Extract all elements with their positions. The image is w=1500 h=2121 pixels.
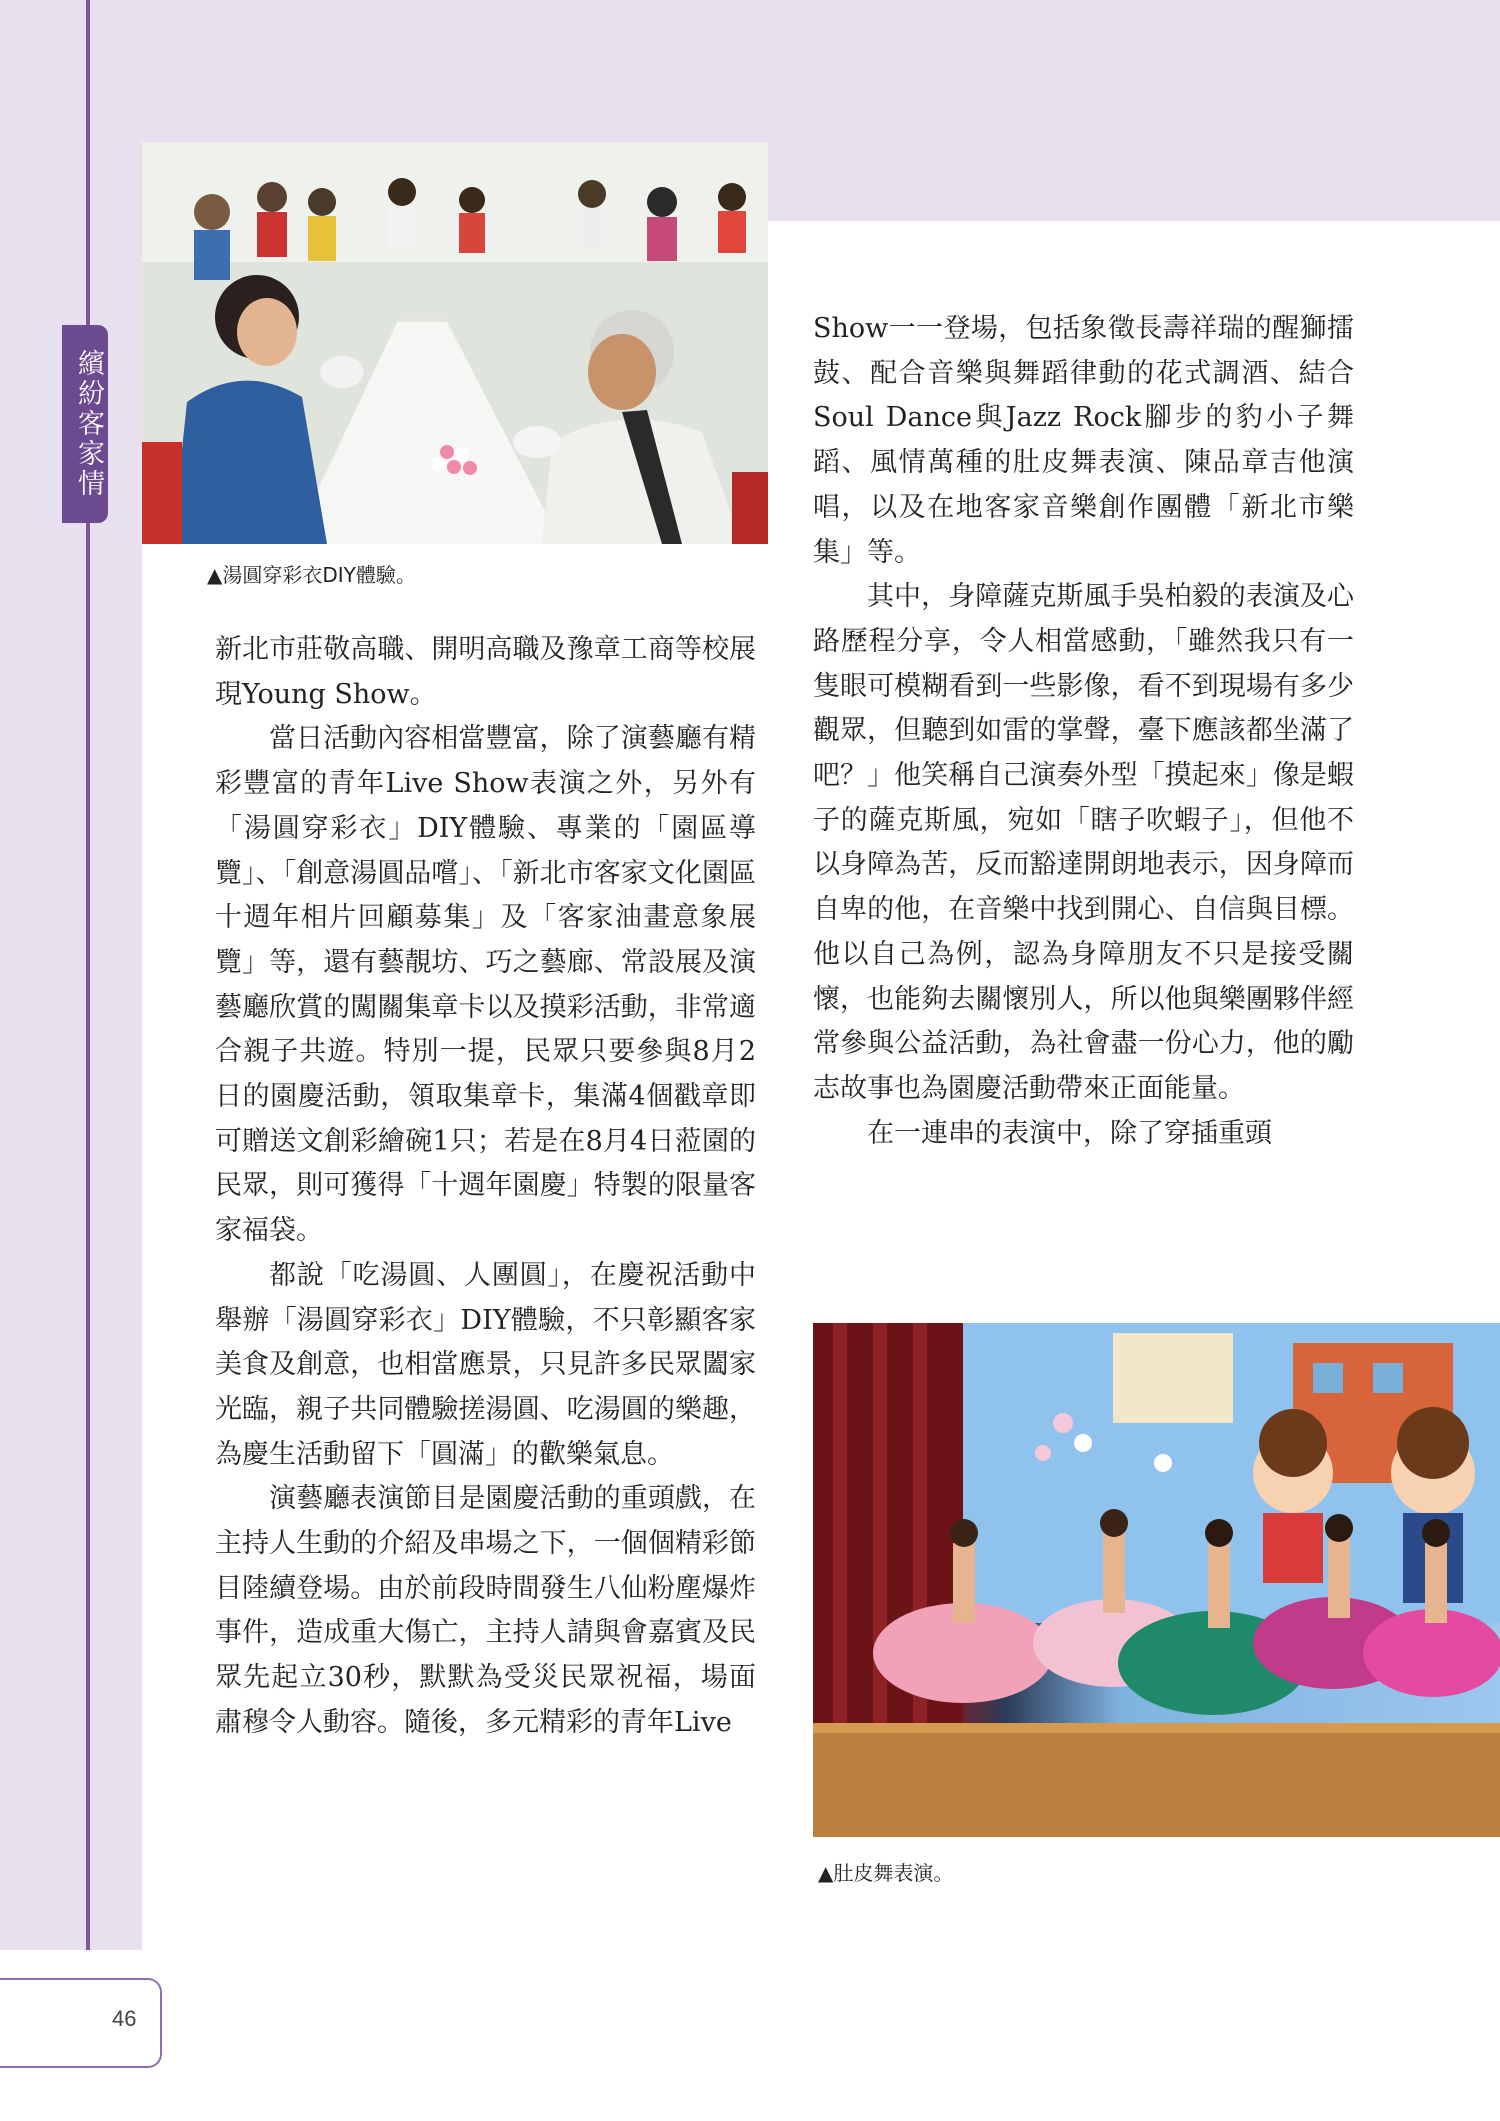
photo-belly-dance	[813, 1323, 1500, 1837]
photo-dumpling-diy-art	[142, 142, 768, 544]
paragraph: 在一連串的表演中，除了穿插重頭	[867, 1117, 1272, 1149]
photo-belly-dance-art	[813, 1323, 1500, 1837]
paragraph: 其中，身障薩克斯風手吳柏毅的表演及心路歷程分享，令人相當感動，「雖然我只有一隻眼可模糊看到一些影像，看不到現場有多少觀眾，但聽到如雷的掌聲，臺下應該都坐滿了吧？」他笑稱自己演奏外型「摸起來」像是蝦子的薩克斯風，宛如「瞎子吹蝦子」，但他不以身障為苦，反而豁達開朗地表示，因身障而自卑的他，在音樂中找到開心、自信與目標。他以自己為例，認為身障朋友不只是接受關懷，也能夠去關懷別人，所以他與樂團夥伴經常參與公益活動，為社會盡一份心力，他的勵志故事也為園慶活動帶來正面能量。	[813, 581, 1354, 1104]
photo-caption-bottom: ▲肚皮舞表演。	[818, 1861, 954, 1885]
page-number: 46	[112, 2006, 137, 2031]
margin-rule	[86, 0, 90, 1950]
paragraph: 新北市莊敬高職、開明高職及豫章工商等校展現Young Show。	[215, 634, 756, 710]
paragraph: 演藝廳表演節目是園慶活動的重頭戲，在主持人生動的介紹及串場之下，一個個精彩節目陸續登場。由於前段時間發生八仙粉塵爆炸事件，造成重大傷亡，主持人請與會嘉賓及民眾先起立30秒，默默為受災民眾祝福，場面肅穆令人動容。隨後，多元精彩的青年Live	[215, 1483, 756, 1738]
paragraph: 當日活動內容相當豐富，除了演藝廳有精彩豐富的青年Live Show表演之外，另外有「湯圓穿彩衣」DIY體驗、專業的「園區導覽」、「創意湯圓品嚐」、「新北市客家文化園區十週年相片回顧募集」及「客家油畫意象展覽」等，還有藝靚坊、巧之藝廊、常設展及演藝廳欣賞的闖關集章卡以及摸彩活動，非常適合親子共遊。特別一提，民眾只要參與8月2日的園慶活動，領取集章卡，集滿4個戳章即可贈送文創彩繪碗1只；若是在8月4日蒞園的民眾，則可獲得「十週年園慶」特製的限量客家福袋。	[215, 723, 756, 1247]
section-tab-label: 繽紛客家情	[73, 349, 104, 499]
body-column-left	[215, 628, 756, 1746]
section-tab	[62, 325, 108, 523]
paragraph: Show一一登場，包括象徵長壽祥瑞的醒獅擂鼓、配合音樂與舞蹈律動的花式調酒、結合Soul Dance與Jazz Rock腳步的豹小子舞蹈、風情萬種的肚皮舞表演、陳品章吉他演唱，以及在地客家音樂創作團體「新北市樂集」等。	[813, 313, 1354, 568]
photo-dumpling-diy	[142, 142, 768, 544]
body-column-right	[813, 307, 1354, 1156]
paragraph: 都說「吃湯圓、人團圓」，在慶祝活動中舉辦「湯圓穿彩衣」DIY體驗，不只彰顯客家美食及創意，也相當應景，只見許多民眾闔家光臨，親子共同體驗搓湯圓、吃湯圓的樂趣，為慶生活動留下「圓滿」的歡樂氣息。	[215, 1259, 756, 1470]
left-margin-band	[0, 0, 142, 1950]
page-number-frame	[0, 1978, 162, 2068]
photo-caption-top: ▲湯圓穿彩衣DIY體驗。	[207, 563, 416, 587]
